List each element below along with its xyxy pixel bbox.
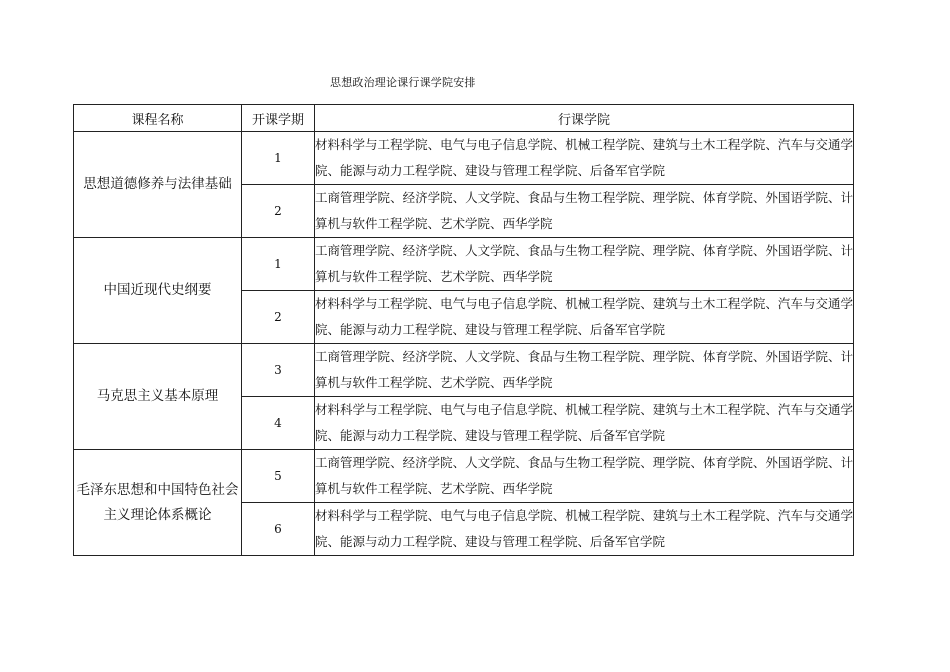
table-row	[74, 344, 854, 397]
table-header-row	[74, 105, 854, 132]
colleges-cell: 材料科学与工程学院、电气与电子信息学院、机械工程学院、建筑与土木工程学院、汽车与交通学院、能源与动力工程学院、建设与管理工程学院、后备军官学院	[315, 291, 854, 344]
schedule-table	[73, 104, 854, 556]
colleges-cell: 材料科学与工程学院、电气与电子信息学院、机械工程学院、建筑与土木工程学院、汽车与交通学院、能源与动力工程学院、建设与管理工程学院、后备军官学院	[315, 397, 854, 450]
table-row	[74, 132, 854, 185]
semester-cell: 5	[242, 450, 315, 503]
header-colleges: 行课学院	[315, 105, 854, 132]
document-title: 思想政治理论课行课学院安排	[330, 76, 476, 89]
semester-cell: 6	[242, 503, 315, 556]
colleges-cell: 材料科学与工程学院、电气与电子信息学院、机械工程学院、建筑与土木工程学院、汽车与交通学院、能源与动力工程学院、建设与管理工程学院、后备军官学院	[315, 132, 854, 185]
header-semester: 开课学期	[242, 105, 315, 132]
course-name-cell: 思想道德修养与法律基础	[74, 132, 242, 238]
course-name-cell: 毛泽东思想和中国特色社会主义理论体系概论	[74, 450, 242, 556]
header-course-name: 课程名称	[74, 105, 242, 132]
table-row	[74, 450, 854, 503]
course-name-cell: 马克思主义基本原理	[74, 344, 242, 450]
colleges-cell: 材料科学与工程学院、电气与电子信息学院、机械工程学院、建筑与土木工程学院、汽车与交通学院、能源与动力工程学院、建设与管理工程学院、后备军官学院	[315, 503, 854, 556]
colleges-cell: 工商管理学院、经济学院、人文学院、食品与生物工程学院、理学院、体育学院、外国语学院、计算机与软件工程学院、艺术学院、西华学院	[315, 238, 854, 291]
semester-cell: 1	[242, 132, 315, 185]
colleges-cell: 工商管理学院、经济学院、人文学院、食品与生物工程学院、理学院、体育学院、外国语学院、计算机与软件工程学院、艺术学院、西华学院	[315, 344, 854, 397]
colleges-cell: 工商管理学院、经济学院、人文学院、食品与生物工程学院、理学院、体育学院、外国语学院、计算机与软件工程学院、艺术学院、西华学院	[315, 185, 854, 238]
semester-cell: 2	[242, 291, 315, 344]
course-name-cell: 中国近现代史纲要	[74, 238, 242, 344]
semester-cell: 3	[242, 344, 315, 397]
semester-cell: 2	[242, 185, 315, 238]
semester-cell: 1	[242, 238, 315, 291]
colleges-cell: 工商管理学院、经济学院、人文学院、食品与生物工程学院、理学院、体育学院、外国语学院、计算机与软件工程学院、艺术学院、西华学院	[315, 450, 854, 503]
semester-cell: 4	[242, 397, 315, 450]
table-row	[74, 238, 854, 291]
